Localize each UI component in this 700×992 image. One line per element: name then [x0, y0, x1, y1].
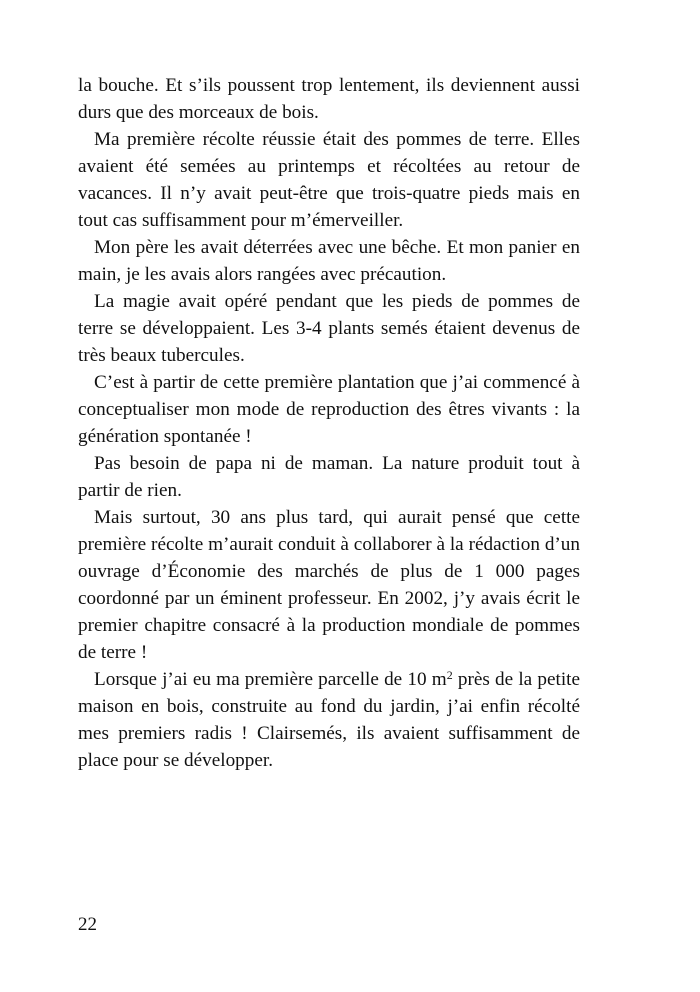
paragraph-8-start: Lorsque j’ai eu ma première parcelle de 10 m	[94, 669, 447, 690]
paragraph-7: Mais surtout, 30 ans plus tard, qui aurait pensé que cette première récolte m’aurait conduit à collaborer à la rédaction d’un ouvrage d’Économie des marchés de plus de 1 000 pages coordonné par un éminent professeur. En 2002, j’y avais écrit le premier chapitre consacré à la production mondiale de pommes de terre !	[78, 507, 580, 663]
area-exponent: 2	[446, 668, 453, 683]
page-number: 22	[78, 914, 97, 935]
paragraph-6: Pas besoin de papa ni de maman. La nature produit tout à partir de rien.	[78, 453, 580, 501]
page-body	[78, 72, 580, 774]
paragraph-5: C’est à partir de cette première plantation que j’ai commencé à conceptualiser mon mode de reproduction des êtres vivants : la génération spontanée !	[78, 372, 580, 447]
paragraph-8	[78, 666, 580, 774]
paragraph-8-end: près de la petite maison en bois, construite au fond du jardin, j’ai enfin récolté mes premiers radis ! Clairsemés, ils avaient suffisamment de place pour se développer.	[78, 669, 580, 771]
paragraph-4: La magie avait opéré pendant que les pieds de pommes de terre se développaient. Les 3-4 plants semés étaient devenus de très beaux tubercules.	[78, 291, 580, 366]
paragraph-1: la bouche. Et s’ils poussent trop lentement, ils deviennent aussi durs que des morceaux de bois.	[78, 75, 580, 123]
paragraph-3: Mon père les avait déterrées avec une bêche. Et mon panier en main, je les avais alors rangées avec précaution.	[78, 237, 580, 285]
paragraph-2: Ma première récolte réussie était des pommes de terre. Elles avaient été semées au printemps et récoltées au retour de vacances. Il n’y avait peut-être que trois-quatre pieds mais en tout cas suffisamment pour m’émerveiller.	[78, 129, 580, 231]
